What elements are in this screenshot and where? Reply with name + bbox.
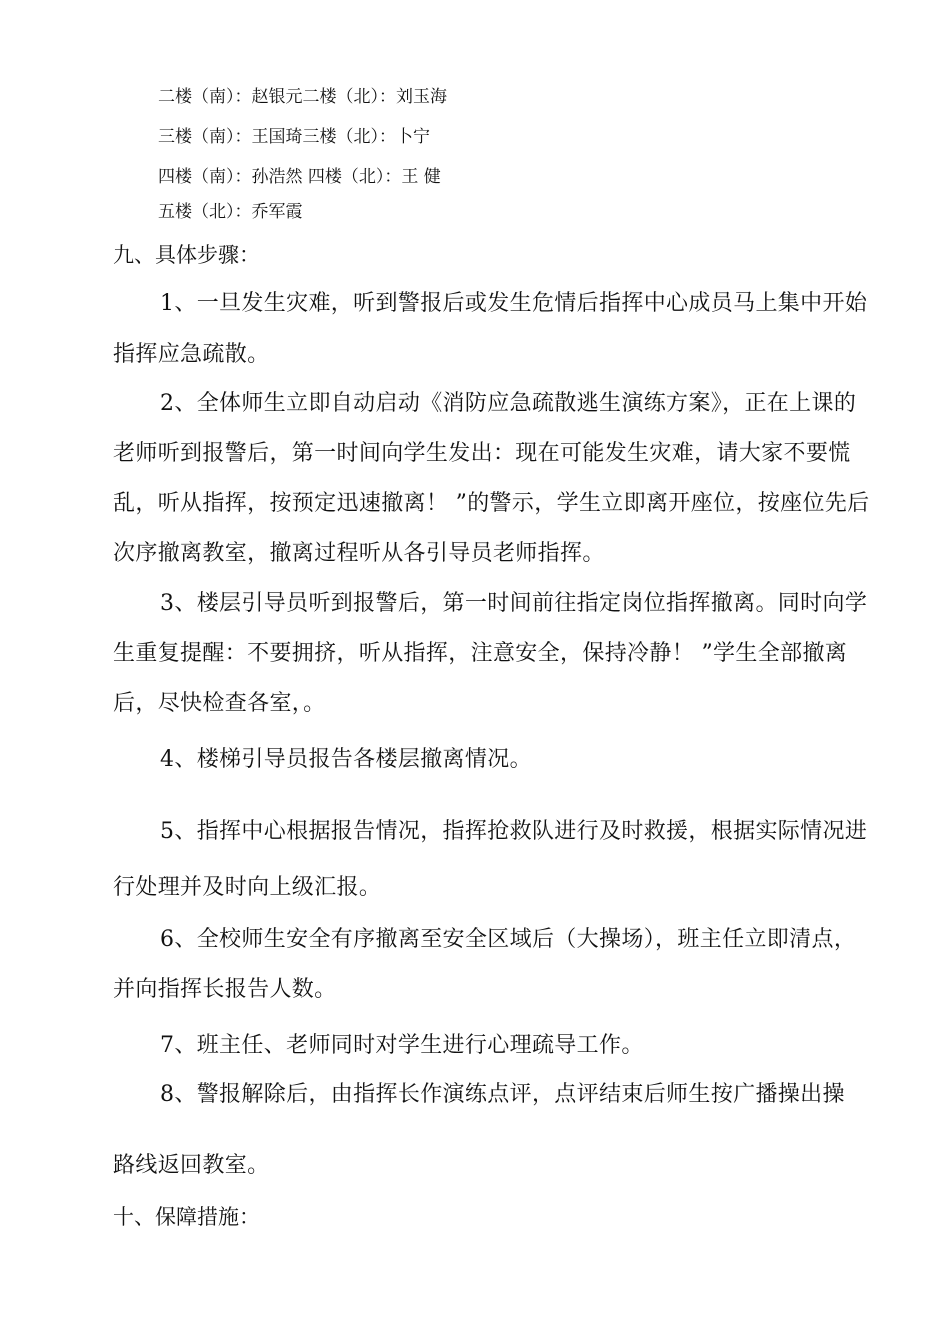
paragraph-line: 2、全体师生立即自动启动《消防应急疏散逃生演练方案》，正在上课的: [160, 391, 857, 416]
paragraph-line: 并向指挥长报告人数。: [113, 977, 337, 1002]
paragraph-line: 路线返回教室。: [113, 1153, 270, 1178]
paragraph-line: 5、指挥中心根据报告情况，指挥抢救队进行及时救援，根据实际情况进: [160, 819, 868, 844]
paragraph-line: 后，尽快检查各室，。: [113, 691, 326, 716]
floor-assignment-line: 三楼（南）：王国琦三楼（北）：卜宁: [158, 127, 430, 147]
floor-assignment-line: 四楼（南）：孙浩然 四楼（北）：王 健: [158, 167, 441, 187]
section-nine-heading: 九、具体步骤：: [113, 243, 260, 267]
paragraph-line: 6、全校师生安全有序撤离至安全区域后（大操场），班主任立即清点，: [160, 927, 857, 952]
paragraph-line: 3、楼层引导员听到报警后，第一时间前往指定岗位指挥撤离。同时向学: [160, 591, 868, 616]
paragraph-line: 生重复提醒：不要拥挤，听从指挥，注意安全，保持冷静！ ”学生全部撤离: [113, 641, 848, 666]
floor-assignment-line: 二楼（南）：赵银元二楼（北）：刘玉海: [158, 87, 447, 107]
paragraph-line: 行处理并及时向上级汇报。: [113, 875, 382, 900]
paragraph-line: 乱，听从指挥，按预定迅速撤离！ ”的警示，学生立即离开座位，按座位先后: [113, 491, 870, 516]
floor-assignment-line: 五楼（北）：乔军霞: [158, 202, 303, 222]
paragraph-line: 7、班主任、老师同时对学生进行心理疏导工作。: [160, 1033, 644, 1058]
paragraph-line: 指挥应急疏散。: [113, 342, 270, 367]
paragraph-line: 老师听到报警后，第一时间向学生发出：现在可能发生灾难，请大家不要慌: [113, 441, 851, 466]
section-ten-heading: 十、保障措施：: [113, 1205, 260, 1229]
paragraph-line: 8、警报解除后，由指挥长作演练点评，点评结束后师生按广播操出操: [160, 1082, 845, 1107]
paragraph-line: 次序撤离教室，撤离过程听从各引导员老师指挥。: [113, 541, 605, 566]
paragraph-line: 1、一旦发生灾难，听到警报后或发生危情后指挥中心成员马上集中开始: [160, 291, 868, 316]
paragraph-line: 4、楼梯引导员报告各楼层撤离情况。: [160, 747, 532, 772]
